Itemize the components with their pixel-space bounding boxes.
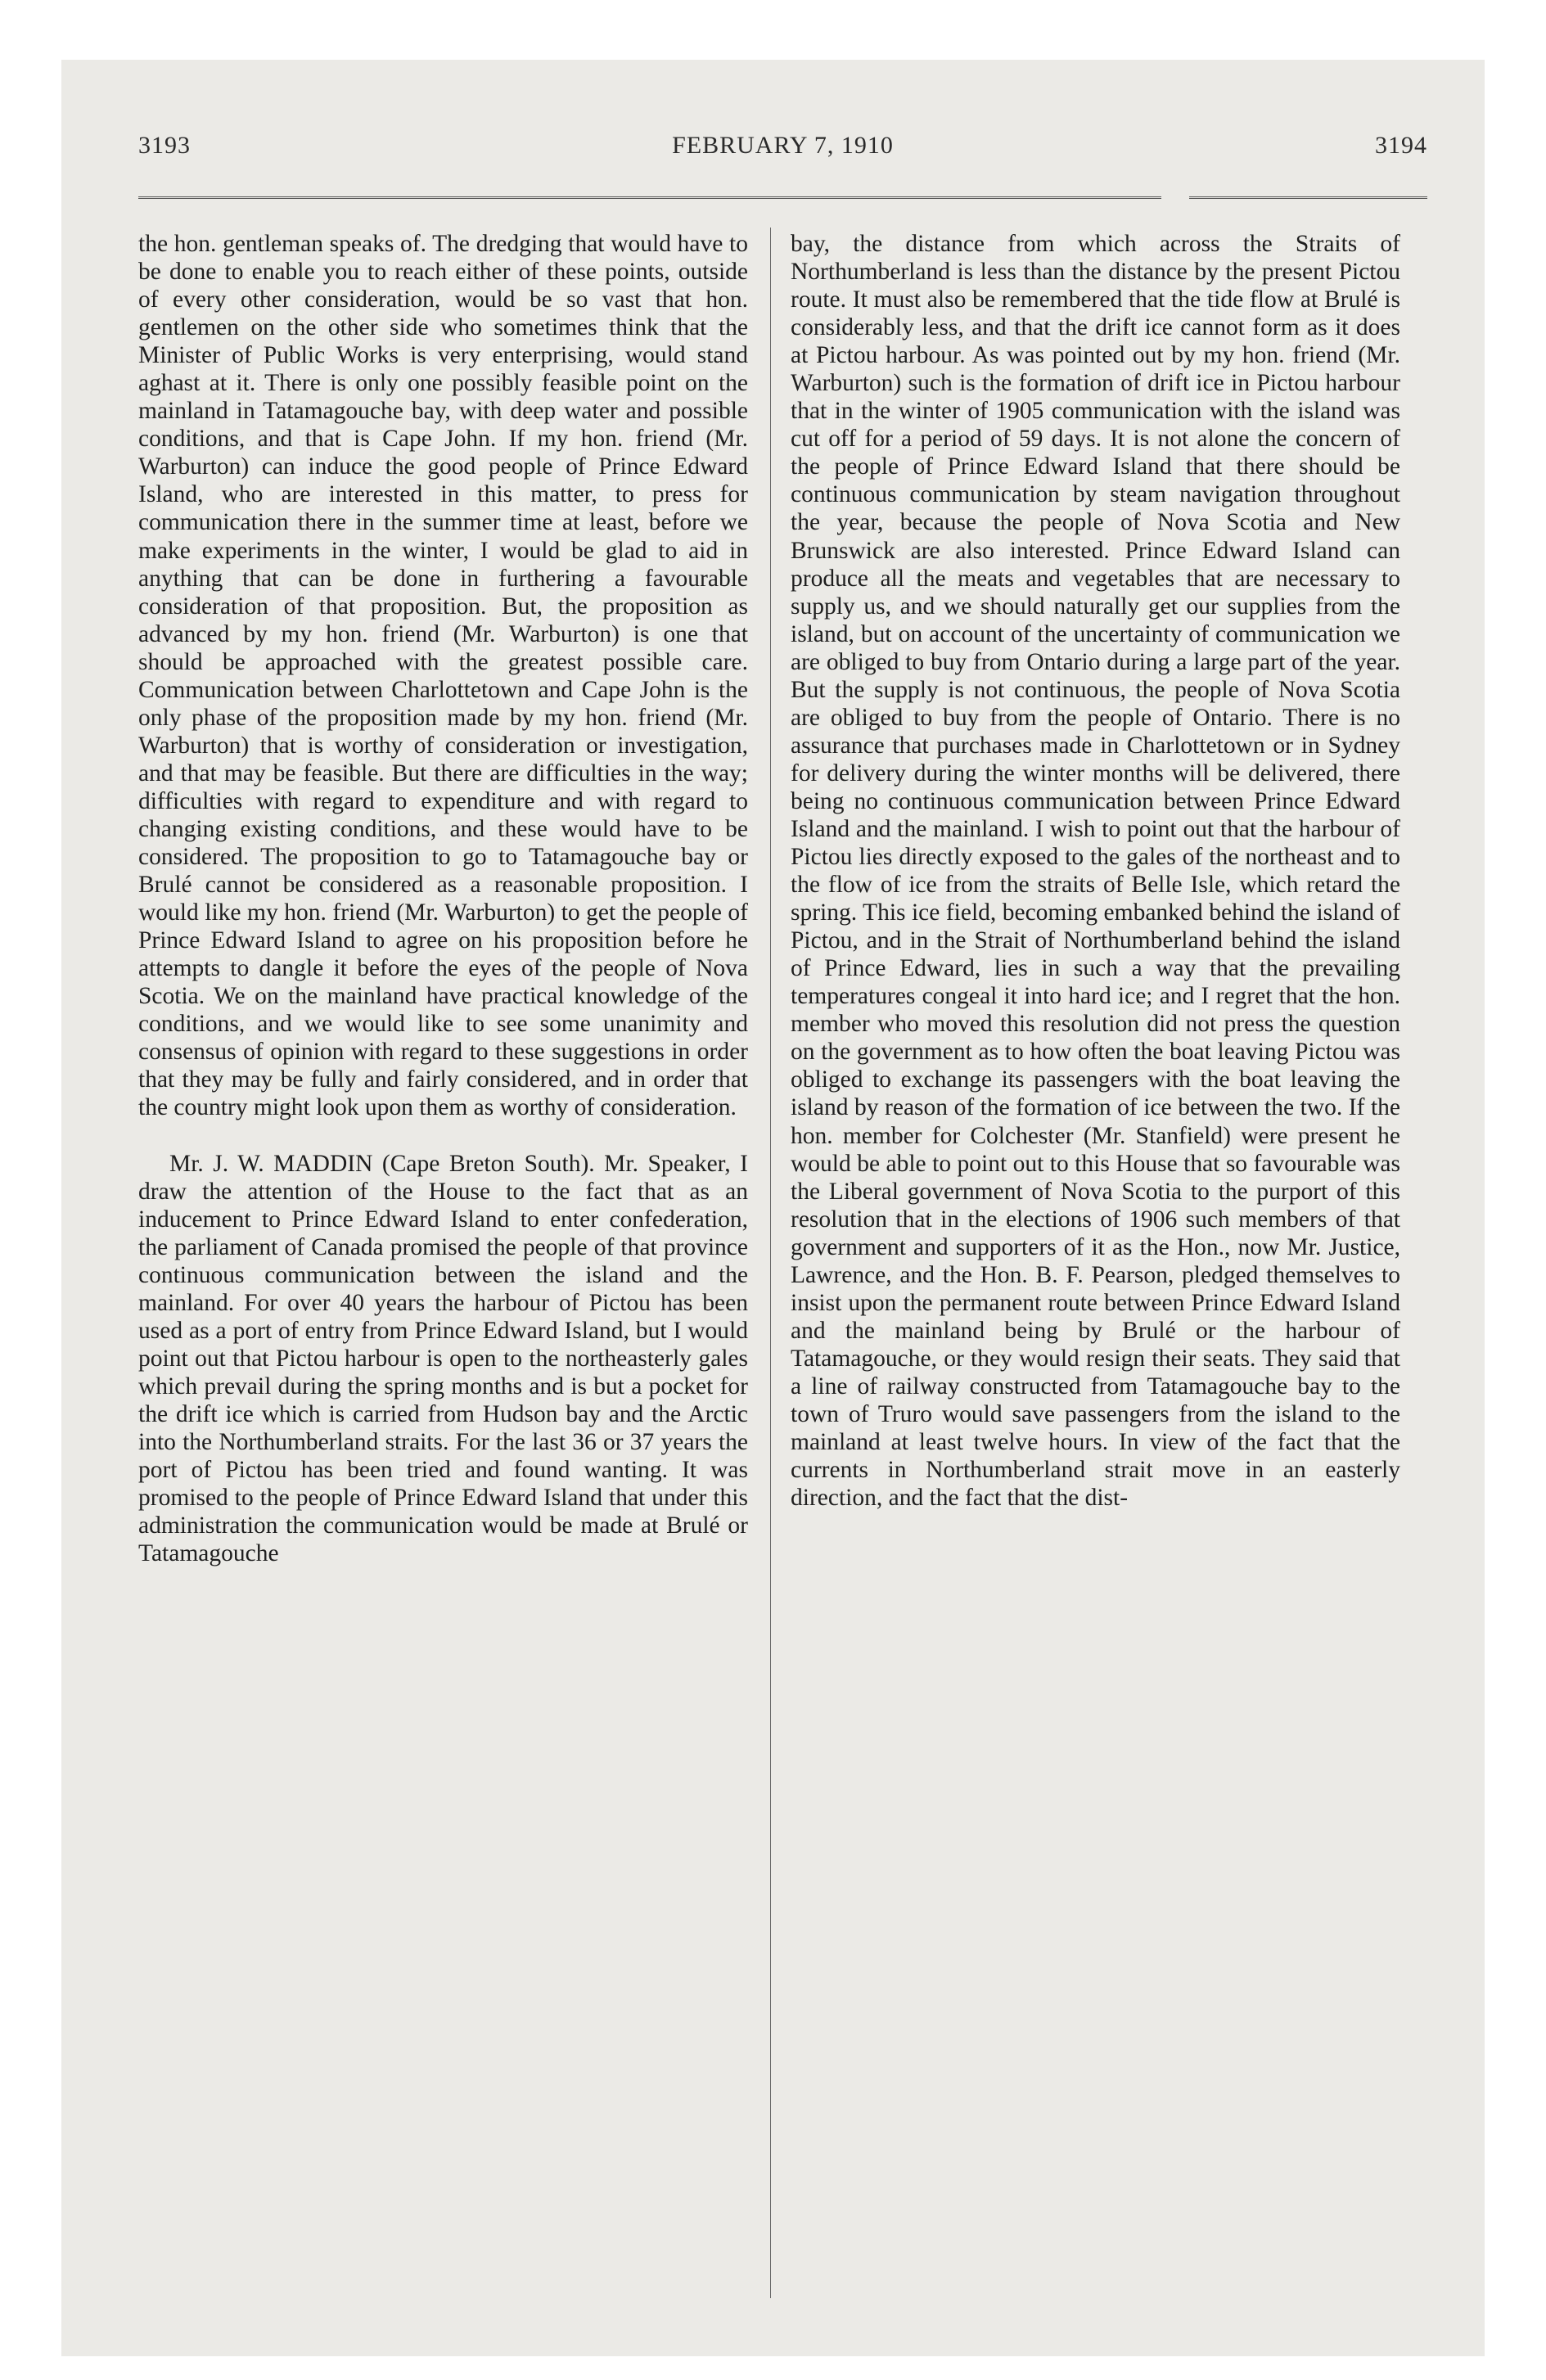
right-column	[791, 230, 1400, 1512]
scanned-page	[61, 60, 1485, 2356]
right-paragraph-1: bay, the distance from which across the Straits of Northumberland is less than the distance by the present Pictou route. It must also be remembered that the tide flow at Brulé is considerably less, and that the drift ice cannot form as it does at Pictou harbour. As was pointed out by my hon. friend (Mr. Warburton) such is the formation of drift ice in Pictou harbour that in the winter of 1905 communication with the island was cut off for a period of 59 days. It is not alone the concern of the people of Prince Edward Island that there should be continuous communication by steam navigation throughout the year, because the people of Nova Scotia and New Brunswick are also interested. Prince Edward Island can produce all the meats and vegetables that are necessary to supply us, and we should naturally get our supplies from the island, but on account of the uncertainty of communication we are obliged to buy from Ontario during a large part of the year. But the supply is not continuous, the people of Nova Scotia are obliged to buy from the people of Ontario. There is no assurance that purchases made in Charlottetown or in Sydney for delivery during the winter months will be delivered, there being no continuous communication between Prince Edward Island and the mainland. I wish to point out that the harbour of Pictou lies directly exposed to the gales of the northeast and to the flow of ice from the straits of Belle Isle, which retard the spring. This ice field, becoming embanked behind the island of Pictou, and in the Strait of Northumberland behind the island of Prince Edward, lies in such a way that the prevailing temperatures congeal it into hard ice; and I regret that the hon. member who moved this resolution did not press the question on the government as to how often the boat leaving Pictou was obliged to exchange its passengers with the boat leaving the island by reason of the formation of ice between the two. If the hon. member for Colchester (Mr. Stanfield) were present he would be able to point out to this House that so favourable was the Liberal government of Nova Scotia to the purport of this resolution that in the elections of 1906 such members of that government and supporters of it as the Hon., now Mr. Justice, Lawrence, and the Hon. B. F. Pearson, pledged themselves to insist upon the permanent route between Prince Edward Island and the mainland being by Brulé or the harbour of Tatamagouche, or they would resign their seats. They said that a line of railway constructed from Tatamagouche bay to the town of Truro would save passengers from the island to the mainland at least twelve hours. In view of the fact that the currents in Northumberland strait move in an easterly direction, and the fact that the dist-	[791, 231, 1400, 1512]
header-date: FEBRUARY 7, 1910	[672, 132, 894, 159]
page-number-right: 3194	[1375, 132, 1427, 159]
page-header	[138, 132, 1427, 165]
left-paragraph-1: the hon. gentleman speaks of. The dredging that would have to be done to enable you to reach either of these points, outside of every other consideration, would be so vast that hon. gentlemen on the other side who sometimes think that the Minister of Public Works is very enterprising, would stand aghast at it. There is only one possibly feasible point on the mainland in Tatamagouche bay, with deep water and possible conditions, and that is Cape John. If my hon. friend (Mr. Warburton) can induce the good people of Prince Edward Island, who are interested in this matter, to press for communication there in the summer time at least, before we make experiments in the winter, I would be glad to aid in anything that can be done in furthering a favourable consideration of that proposition. But, the proposition as advanced by my hon. friend (Mr. Warburton) is one that should be approached with the greatest possible care. Communication between Charlottetown and Cape John is the only phase of the proposition made by my hon. friend (Mr. Warburton) that is worthy of consideration or investigation, and that may be feasible. But there are difficulties in the way; difficulties with regard to expenditure and with regard to changing existing conditions, and these would have to be considered. The proposition to go to Tatamagouche bay or Brulé cannot be considered as a reasonable proposition. I would like my hon. friend (Mr. Warburton) to get the people of Prince Edward Island to agree on his proposition before he attempts to dangle it before the eyes of the people of Nova Scotia. We on the mainland have practical knowledge of the conditions, and we would like to see some unanimity and consensus of opinion with regard to these suggestions in order that they may be fully and fairly considered, and in order that the country might look upon them as worthy of consideration.	[138, 231, 748, 1121]
column-divider	[770, 228, 771, 2298]
header-rule-right	[1189, 196, 1427, 199]
header-rule-left	[138, 196, 1161, 199]
left-column	[138, 230, 748, 1567]
page-number-left: 3193	[138, 132, 191, 159]
left-paragraph-2: Mr. J. W. MADDIN (Cape Breton South). Mr. Speaker, I draw the attention of the House to the fact that as an inducement to Prince Edward Island to enter confederation, the parliament of Canada promised the people of that province continuous communication between the island and the mainland. For over 40 years the harbour of Pictou has been used as a port of entry from Prince Edward Island, but I would point out that Pictou harbour is open to the northeasterly gales which prevail during the spring months and is but a pocket for the drift ice which is carried from Hudson bay and the Arctic into the Northumberland straits. For the last 36 or 37 years the port of Pictou has been tried and found wanting. It was promised to the people of Prince Edward Island that under this administration the communication would be made at Brulé or Tatamagouche	[138, 1150, 748, 1567]
